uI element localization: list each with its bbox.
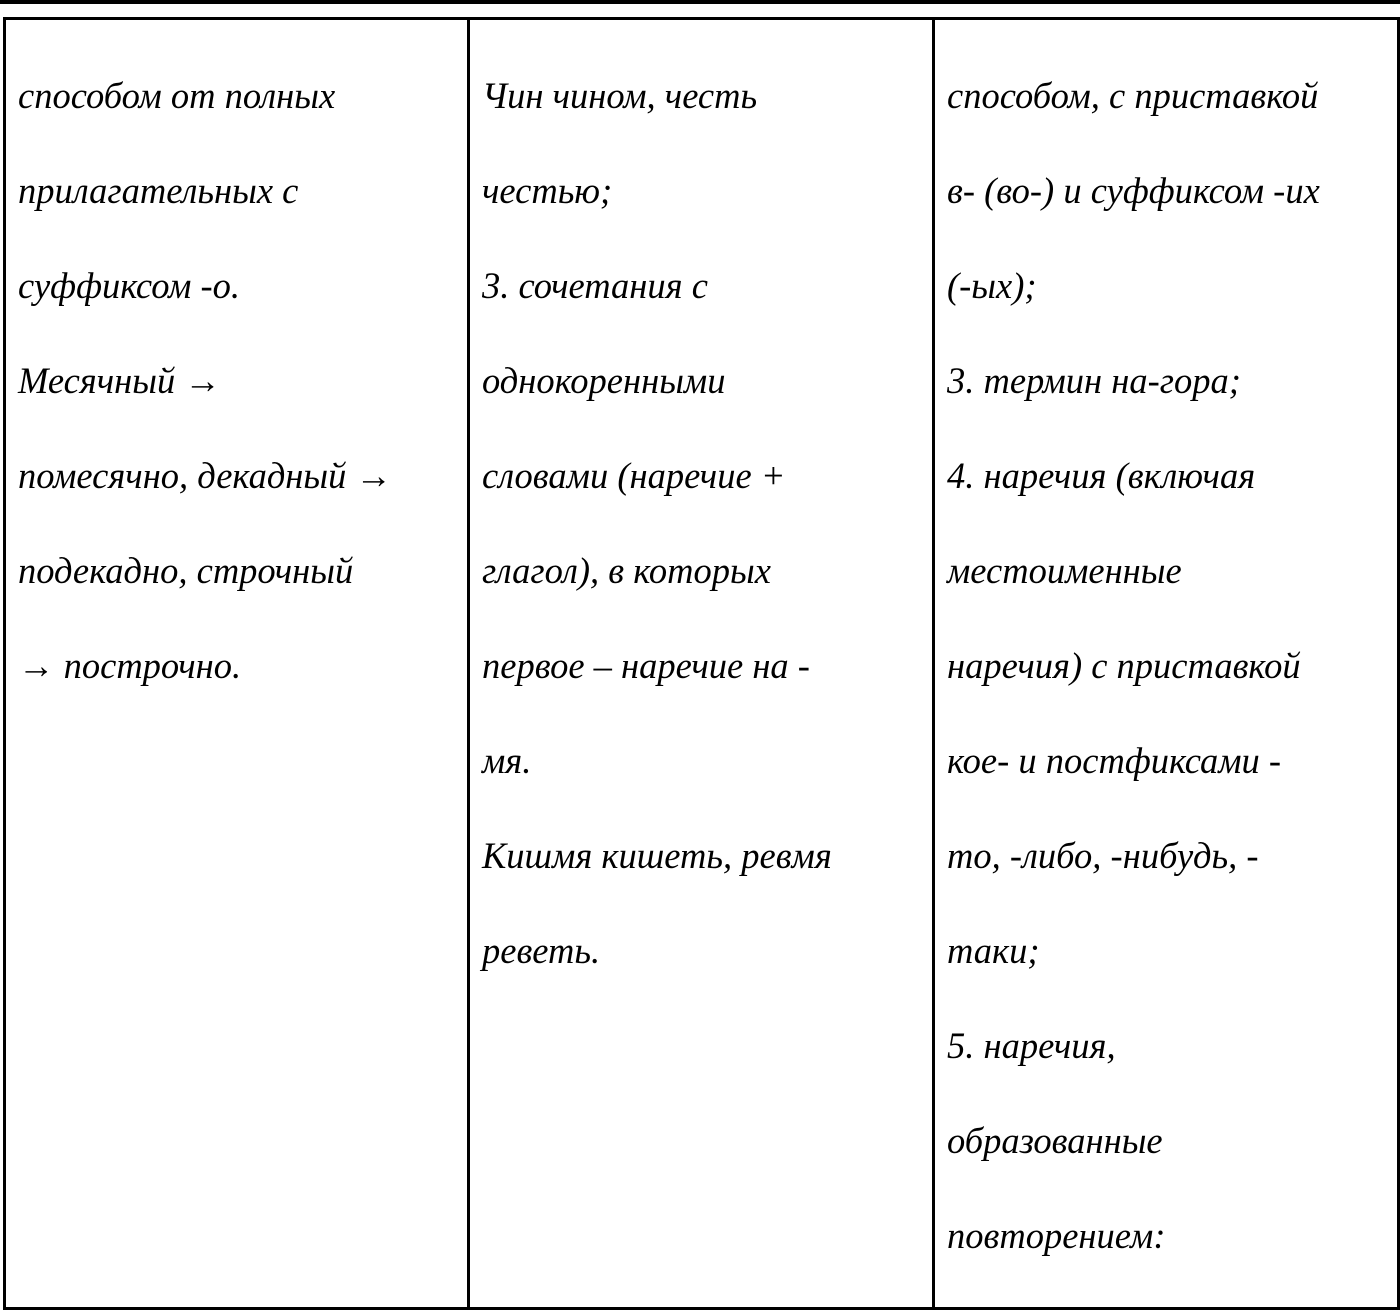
- cell-line: в- (во-) и суффиксом -их: [947, 169, 1320, 211]
- cell-line: честью;: [482, 169, 613, 211]
- cell-line: однокоренными: [482, 359, 726, 401]
- cell-line: способом, с приставкой: [947, 74, 1319, 116]
- cell-line: глагол), в которых: [482, 549, 771, 591]
- cell-line: словами (наречие +: [482, 454, 786, 496]
- cell-line: Месячный →: [18, 359, 221, 401]
- cell-line: способом от полных: [18, 74, 336, 116]
- cell-line: образованные: [947, 1119, 1163, 1161]
- cell-line: первое – наречие на -: [482, 644, 810, 686]
- cell-line: то, -либо, -нибудь, -: [947, 834, 1259, 876]
- cell-line: повторением:: [947, 1214, 1166, 1256]
- cell-line: прилагательных с: [18, 169, 299, 211]
- table-cell-col-1: [5, 19, 469, 1309]
- content-table: [3, 17, 1400, 1310]
- cell-line: местоименные: [947, 549, 1182, 591]
- cell-line: помесячно, декадный →: [18, 454, 393, 496]
- cell-line: реветь.: [482, 929, 601, 971]
- cell-line: мя.: [482, 739, 532, 781]
- cell-line: кое- и постфиксами -: [947, 739, 1282, 781]
- table-cell-col-3: [934, 19, 1399, 1309]
- cell-line: таки;: [947, 929, 1040, 971]
- cell-line: (-ых);: [947, 264, 1037, 306]
- cell-line: Чин чином, честь: [482, 74, 758, 116]
- cell-line: наречия) с приставкой: [947, 644, 1301, 686]
- table-cell-col-2: [469, 19, 934, 1309]
- cell-line: 4. наречия (включая: [947, 454, 1256, 496]
- cell-line: 3. сочетания с: [482, 264, 708, 306]
- top-rule: [0, 0, 1400, 4]
- cell-line: Кишмя кишеть, ревмя: [482, 834, 832, 876]
- cell-line: → построчно.: [18, 644, 242, 686]
- cell-line: суффиксом -о.: [18, 264, 241, 306]
- cell-line: подекадно, строчный: [18, 549, 354, 591]
- cell-line: 5. наречия,: [947, 1024, 1116, 1066]
- table-row: [5, 19, 1399, 1309]
- cell-line: 3. термин на-гора;: [947, 359, 1241, 401]
